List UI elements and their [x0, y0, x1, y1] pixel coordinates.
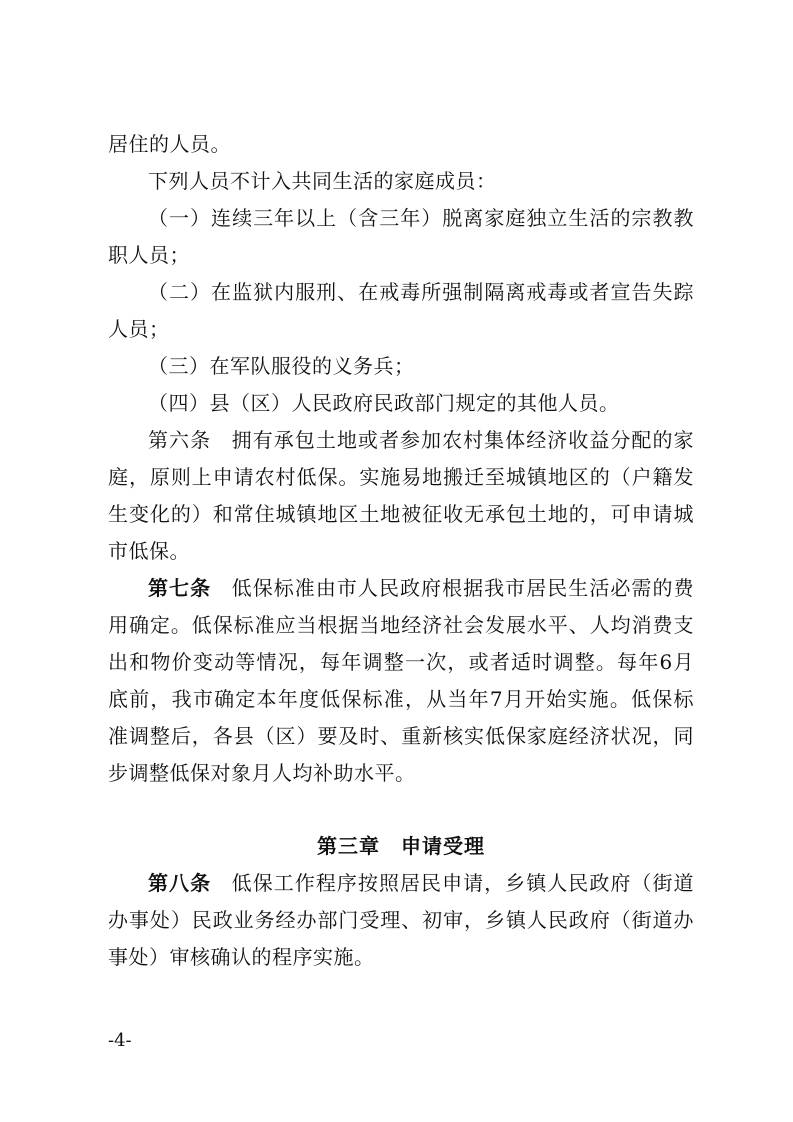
exclusion-item-3: （三）在军队服役的义务兵；	[148, 354, 415, 378]
document-body	[108, 126, 694, 976]
chapter-heading: 第三章 申请受理	[317, 834, 485, 858]
exclusion-item-1: （一）连续三年以上（含三年）脱离家庭独立生活的宗教教职人员；	[108, 206, 694, 267]
exclusion-item-4: （四）县（区）人民政府民政部门规定的其他人员。	[148, 391, 620, 415]
article-8	[108, 865, 694, 976]
article-7	[108, 570, 694, 792]
article-6-text: 拥有承包土地或者参加农村集体经济收益分配的家庭，原则上申请农村低保。实施易地搬迁至城镇地区的（户籍发生变化的）和常住城镇地区土地被征收无承包土地的，可申请城市低保。	[108, 428, 695, 563]
article-7-text: 低保标准由市人民政府根据我市居民生活必需的费用确定。低保标准应当根据当地经济社会发展水平、人均消费支出和物价变动等情况，每年调整一次，或者适时调整。每年6月底前，我市确定本年度低保标准，从当年7月开始实施。低保标准调整后，各县（区）要及时、重新核实低保家庭经济状况，同步调整低保对象月人均补助水平。	[108, 576, 695, 785]
page-number: -4-	[108, 1030, 132, 1051]
exclusion-intro: 下列人员不计入共同生活的家庭成员：	[148, 169, 497, 193]
article-6-heading: 第六条	[148, 428, 212, 452]
exclusion-item-2: （二）在监狱内服刑、在戒毒所强制隔离戒毒或者宣告失踪人员；	[108, 280, 694, 341]
continued-line: 居住的人员。	[108, 132, 231, 156]
article-8-heading: 第八条	[148, 871, 212, 895]
article-7-heading: 第七条	[148, 576, 212, 600]
article-8-text: 低保工作程序按照居民申请，乡镇人民政府（街道办事处）民政业务经办部门受理、初审，乡镇人民政府（街道办事处）审核确认的程序实施。	[108, 871, 695, 969]
article-6	[108, 422, 694, 570]
